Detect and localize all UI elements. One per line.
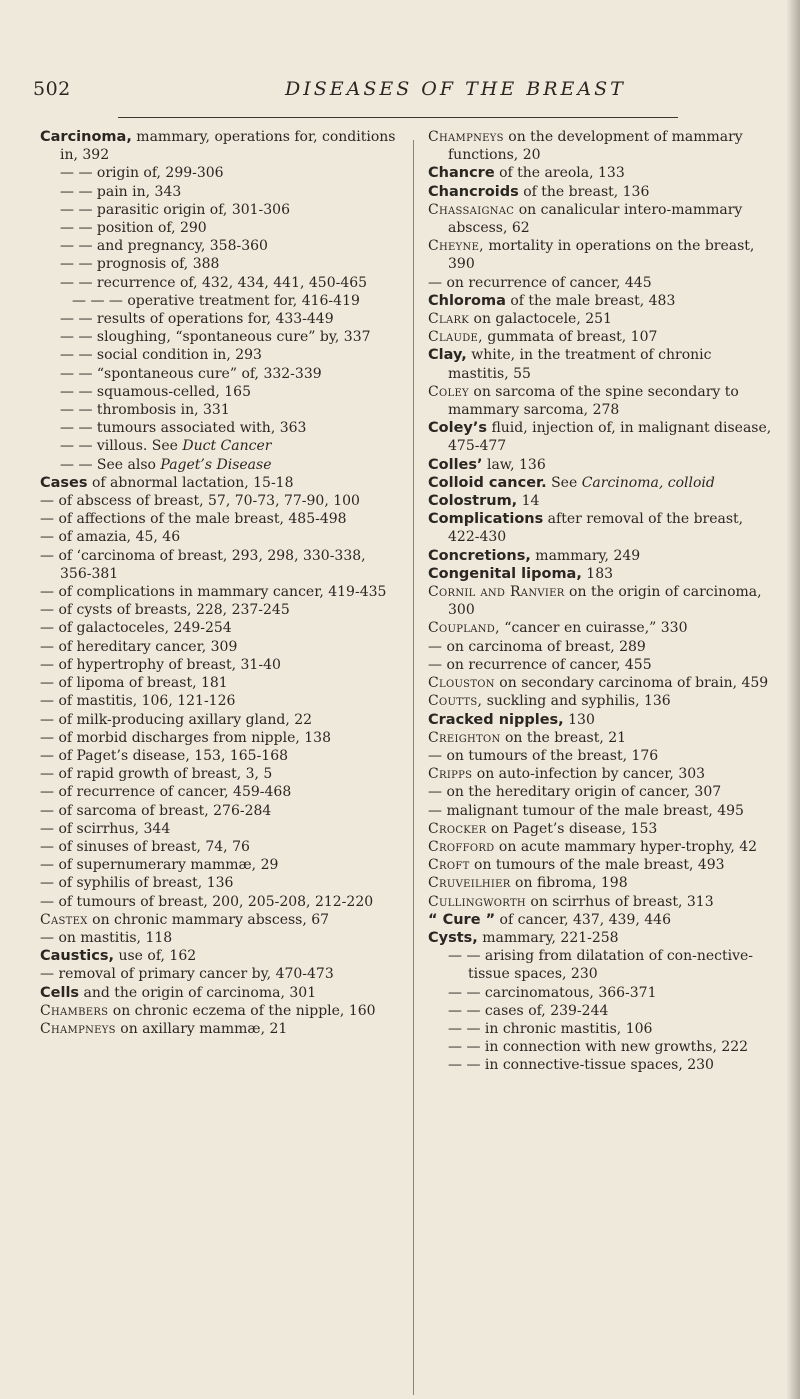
- index-entry-text: — — carcinomatous, 366-371: [448, 984, 657, 1001]
- index-entry: [40, 419, 400, 437]
- index-entry-text: — — prognosis of, 388: [60, 256, 220, 273]
- index-entry-text: — of cysts of breasts, 228, 237-245: [40, 602, 290, 619]
- index-entry: [428, 201, 773, 237]
- index-entry: [40, 437, 400, 455]
- index-entry: [40, 255, 400, 273]
- index-entry: [40, 619, 400, 637]
- index-entry-text: of the areola, 133: [494, 165, 625, 182]
- index-entry: [428, 474, 773, 492]
- index-entry: [428, 456, 773, 474]
- index-entry-text: gummata of breast, 107: [482, 329, 658, 346]
- index-headword: Chambers: [40, 1002, 109, 1019]
- index-entry: [40, 474, 400, 492]
- index-headword: Cornil and Ranvier: [428, 584, 565, 601]
- index-entry: [40, 164, 400, 182]
- index-entry-text: mammary, 221-258: [477, 929, 619, 946]
- index-entry-text: — on recurrence of cancer, 455: [428, 656, 652, 673]
- index-entry-text: 130: [563, 711, 595, 728]
- index-headword: Coutts,: [428, 693, 483, 710]
- index-entry-text: — of ‘carcinoma of breast, 293, 298, 330-338, 356-381: [40, 547, 366, 582]
- index-entry: [40, 965, 400, 983]
- index-entry: [428, 328, 773, 346]
- index-headword: Colloid cancer.: [428, 474, 547, 491]
- index-entry: [428, 164, 773, 182]
- index-entry-text: and the origin of carcinoma, 301: [79, 984, 317, 1001]
- index-entry-text: on tumours of the male breast, 493: [469, 857, 725, 874]
- index-entry-text: mortality in operations on the breast, 390: [448, 238, 755, 273]
- index-entry: [40, 874, 400, 892]
- index-entry-text: on the breast, 21: [500, 729, 627, 746]
- index-entry-text: on secondary carcinoma of brain, 459: [494, 675, 769, 692]
- index-entry-text: — of tumours of breast, 200, 205-208, 212-220: [40, 893, 374, 910]
- index-headword: Complications: [428, 511, 544, 528]
- index-entry: [428, 1002, 773, 1020]
- index-entry: [428, 674, 773, 692]
- index-entry: [428, 1056, 773, 1074]
- index-entry-text: — — position of, 290: [60, 220, 207, 237]
- index-entry-text: on auto-infection by cancer, 303: [472, 766, 706, 783]
- index-entry-text: — — in chronic mastitis, 106: [448, 1020, 653, 1037]
- index-headword: Chassaignac: [428, 201, 515, 218]
- index-entry-text: — of Paget’s disease, 153, 165-168: [40, 747, 289, 764]
- index-entry: [428, 874, 773, 892]
- index-headword: Cullingworth: [428, 893, 526, 910]
- index-entry-text: on the development of mammary functions, 20: [448, 129, 743, 164]
- index-entry: [40, 692, 400, 710]
- index-entry: [428, 583, 773, 619]
- index-headword: Clouston: [428, 675, 495, 692]
- index-entry: [40, 765, 400, 783]
- index-entry: [428, 947, 773, 983]
- index-entry-text: — — pain in, 343: [60, 183, 182, 200]
- index-entry: [428, 183, 773, 201]
- index-entry-text: — — recurrence of, 432, 434, 441, 450-465: [60, 274, 368, 291]
- index-entry-text: — on recurrence of cancer, 445: [428, 274, 652, 291]
- index-entry: [40, 547, 400, 583]
- running-title: DISEASES OF THE BREAST: [285, 78, 626, 100]
- index-entry: [428, 619, 773, 637]
- index-entry: [428, 856, 773, 874]
- index-entry: [40, 401, 400, 419]
- index-entry-text: on Paget’s disease, 153: [486, 820, 658, 837]
- index-entry-text: — — sloughing, “spontaneous cure” by, 337: [60, 329, 371, 346]
- index-entry: [40, 638, 400, 656]
- index-entry-text: — of sarcoma of breast, 276-284: [40, 802, 272, 819]
- index-entry-text: — on tumours of the breast, 176: [428, 747, 659, 764]
- cross-reference: Duct Cancer: [182, 438, 272, 455]
- header-rule: [118, 117, 678, 118]
- index-entry-text: — — in connective-tissue spaces, 230: [448, 1057, 714, 1074]
- index-entry-text: — of mastitis, 106, 121-126: [40, 693, 236, 710]
- index-entry: [428, 747, 773, 765]
- index-entry-text: on axillary mammæ, 21: [115, 1020, 288, 1037]
- index-headword: Clay,: [428, 347, 467, 364]
- index-entry-text: — of affections of the male breast, 485-498: [40, 511, 347, 528]
- index-entry-text: law, 136: [482, 456, 546, 473]
- index-entry-text: white, in the treatment of chronic mastitis, 55: [448, 347, 712, 382]
- index-headword: Congenital lipoma,: [428, 565, 582, 582]
- index-headword: Chancroids: [428, 183, 519, 200]
- index-entry: [40, 893, 400, 911]
- index-column-left: [40, 128, 400, 1038]
- index-entry: [40, 711, 400, 729]
- index-entry-text: on scirrhus of breast, 313: [525, 893, 714, 910]
- index-entry: [428, 802, 773, 820]
- index-headword: Coley’s: [428, 420, 487, 437]
- index-entry-text: — — arising from dilatation of con-nective-tissue spaces, 230: [448, 948, 754, 983]
- index-entry: [428, 274, 773, 292]
- index-headword: Cheyne,: [428, 238, 484, 255]
- running-head: [0, 78, 800, 108]
- index-entry: [40, 820, 400, 838]
- index-entry: [40, 856, 400, 874]
- index-entry-text: — of hypertrophy of breast, 31-40: [40, 656, 281, 673]
- index-entry: [40, 1002, 400, 1020]
- index-entry: [428, 838, 773, 856]
- index-entry: [428, 510, 773, 546]
- index-entry-text: of the breast, 136: [518, 183, 650, 200]
- index-headword: Colostrum,: [428, 493, 518, 510]
- index-entry-text: on canalicular intero-mammary abscess, 62: [448, 201, 743, 237]
- index-entry-text: fluid, injection of, in malignant disease, 475-477: [448, 420, 772, 455]
- index-entry: [428, 547, 773, 565]
- index-entry: [40, 929, 400, 947]
- index-entry: [428, 292, 773, 310]
- index-headword: Claude,: [428, 329, 483, 346]
- index-entry: [40, 310, 400, 328]
- index-entry-text: — of galactoceles, 249-254: [40, 620, 232, 637]
- index-entry: [428, 419, 773, 455]
- index-headword: Cripps: [428, 766, 473, 783]
- index-headword: Chancre: [428, 165, 495, 182]
- index-entry-text: — — — operative treatment for, 416-419: [72, 292, 360, 309]
- index-entry: [428, 128, 773, 164]
- index-entry-text: of cancer, 437, 439, 446: [495, 911, 671, 928]
- index-entry-text: — — squamous-celled, 165: [60, 383, 251, 400]
- index-entry-text: on chronic mammary abscess, 67: [87, 911, 330, 928]
- page-edge-shadow: [786, 0, 800, 1399]
- index-entry-text: — malignant tumour of the male breast, 495: [428, 802, 744, 819]
- column-divider: [413, 140, 414, 1395]
- index-entry: [40, 984, 400, 1002]
- index-entry: [40, 528, 400, 546]
- index-entry: [40, 365, 400, 383]
- index-entry: [428, 765, 773, 783]
- index-entry-text: of the male breast, 483: [505, 292, 676, 309]
- index-entry-text: on galactocele, 251: [469, 311, 612, 328]
- index-headword: Carcinoma,: [40, 129, 132, 145]
- index-headword: Chloroma: [428, 292, 506, 309]
- index-entry: [428, 492, 773, 510]
- cross-reference: Paget’s Disease: [160, 456, 272, 473]
- index-entry: [40, 838, 400, 856]
- index-headword: Cells: [40, 984, 80, 1001]
- index-entry-text: suckling and syphilis, 136: [482, 693, 671, 710]
- index-headword: Crocker: [428, 820, 487, 837]
- index-entry: [40, 274, 400, 292]
- index-entry: [428, 893, 773, 911]
- index-entry: [428, 984, 773, 1002]
- index-entry-text: — — origin of, 299-306: [60, 165, 224, 182]
- index-entry: [40, 802, 400, 820]
- index-entry-text: — of sinuses of breast, 74, 76: [40, 838, 250, 855]
- index-entry-text: 14: [517, 493, 540, 510]
- index-entry: [428, 656, 773, 674]
- index-entry: [40, 911, 400, 929]
- index-entry: [40, 947, 400, 965]
- index-headword: Coley: [428, 383, 469, 400]
- index-entry-text: — of recurrence of cancer, 459-468: [40, 784, 292, 801]
- index-entry: [40, 1020, 400, 1038]
- index-entry-text: — — tumours associated with, 363: [60, 420, 307, 437]
- index-entry-text: — of supernumerary mammæ, 29: [40, 857, 279, 874]
- index-entry-text: — on the hereditary origin of cancer, 307: [428, 784, 722, 801]
- cross-reference: Carcinoma, colloid: [581, 474, 715, 491]
- index-entry: [428, 929, 773, 947]
- index-entry-text: — on carcinoma of breast, 289: [428, 638, 646, 655]
- index-entry-text: after removal of the breast, 422-430: [448, 511, 744, 546]
- index-headword: Cracked nipples,: [428, 711, 564, 728]
- index-headword: Champneys: [40, 1020, 116, 1037]
- index-entry-text: use of, 162: [114, 948, 197, 965]
- index-headword: Cysts,: [428, 929, 478, 946]
- index-entry-text: — — parasitic origin of, 301-306: [60, 201, 290, 218]
- index-entry: [40, 456, 400, 474]
- index-entry-text: See: [546, 474, 582, 491]
- index-entry-text: — — “spontaneous cure” of, 332-339: [60, 365, 322, 382]
- index-entry-text: — — cases of, 239-244: [448, 1002, 609, 1019]
- index-entry: [40, 601, 400, 619]
- index-headword: Concretions,: [428, 547, 531, 564]
- index-entry: [40, 747, 400, 765]
- index-entry: [40, 674, 400, 692]
- index-entry: [428, 346, 773, 382]
- index-entry-text: on acute mammary hyper-trophy, 42: [494, 838, 758, 855]
- index-entry-text: of abnormal lactation, 15-18: [87, 474, 294, 491]
- index-headword: Castex: [40, 911, 88, 928]
- index-entry: [40, 346, 400, 364]
- index-entry-text: — — and pregnancy, 358-360: [60, 238, 268, 255]
- index-entry: [428, 1020, 773, 1038]
- index-entry-text: — of lipoma of breast, 181: [40, 675, 228, 692]
- index-entry: [428, 310, 773, 328]
- index-entry-text: on sarcoma of the spine secondary to mammary sarcoma, 278: [448, 383, 739, 419]
- index-headword: Champneys: [428, 129, 504, 145]
- index-entry-text: — of syphilis of breast, 136: [40, 875, 234, 892]
- index-entry-text: — of amazia, 45, 46: [40, 529, 181, 546]
- index-entry: [428, 711, 773, 729]
- index-entry: [428, 565, 773, 583]
- index-entry-text: “cancer en cuirasse,” 330: [499, 620, 688, 637]
- index-headword: Croft: [428, 857, 470, 874]
- index-entry: [428, 820, 773, 838]
- index-entry: [40, 729, 400, 747]
- index-headword: Cruveilhier: [428, 875, 511, 892]
- index-entry: [40, 128, 400, 164]
- index-entry-text: — on mastitis, 118: [40, 929, 173, 946]
- index-headword: “ Cure ”: [428, 911, 496, 928]
- index-entry-text: 183: [581, 565, 614, 582]
- page-number: 502: [33, 78, 71, 100]
- index-entry: [428, 237, 773, 273]
- index-entry: [40, 492, 400, 510]
- index-entry-text: — — thrombosis in, 331: [60, 402, 230, 419]
- index-entry: [428, 692, 773, 710]
- index-entry-text: — — results of operations for, 433-449: [60, 311, 334, 328]
- index-entry-text: — of milk-producing axillary gland, 22: [40, 711, 313, 728]
- index-headword: Coupland,: [428, 620, 500, 637]
- index-entry: [428, 1038, 773, 1056]
- index-entry: [40, 510, 400, 528]
- index-entry: [40, 656, 400, 674]
- index-headword: Caustics,: [40, 948, 115, 965]
- index-entry: [428, 729, 773, 747]
- index-entry-text: — of abscess of breast, 57, 70-73, 77-90, 100: [40, 493, 360, 510]
- index-entry: [428, 383, 773, 419]
- index-entry-text: mammary, 249: [530, 547, 641, 564]
- index-entry-text: — — in connection with new growths, 222: [448, 1039, 749, 1056]
- index-entry: [40, 383, 400, 401]
- index-entry-text: — of hereditary cancer, 309: [40, 638, 238, 655]
- index-entry: [40, 183, 400, 201]
- index-entry: [40, 237, 400, 255]
- index-entry: [428, 783, 773, 801]
- index-entry: [428, 911, 773, 929]
- index-entry: [40, 783, 400, 801]
- index-entry-text: — of complications in mammary cancer, 419-435: [40, 584, 387, 601]
- index-entry: [40, 583, 400, 601]
- index-entry: [40, 328, 400, 346]
- index-entry-text: on fibroma, 198: [510, 875, 628, 892]
- index-entry-text: — — social condition in, 293: [60, 347, 262, 364]
- index-column-right: [428, 128, 773, 1075]
- index-entry: [40, 201, 400, 219]
- index-entry: [40, 292, 400, 310]
- index-headword: Colles’: [428, 456, 483, 473]
- index-entry: [40, 219, 400, 237]
- index-entry-text: — removal of primary cancer by, 470-473: [40, 966, 334, 983]
- index-entry-text: — of rapid growth of breast, 3, 5: [40, 766, 273, 783]
- index-entry-text: — of morbid discharges from nipple, 138: [40, 729, 331, 746]
- index-entry-text: — of scirrhus, 344: [40, 820, 171, 837]
- index-entry-text: on the origin of carcinoma, 300: [448, 584, 762, 619]
- index-entry: [428, 638, 773, 656]
- index-headword: Creighton: [428, 729, 501, 746]
- index-entry-text: mammary, operations for, conditions in, 392: [60, 129, 396, 164]
- index-headword: Clark: [428, 311, 470, 328]
- index-headword: Crofford: [428, 838, 495, 855]
- index-entry-text: on chronic eczema of the nipple, 160: [108, 1002, 376, 1019]
- index-headword: Cases: [40, 474, 88, 491]
- index-entry-text: — — See also: [60, 456, 161, 473]
- index-entry-text: — — villous. See: [60, 438, 183, 455]
